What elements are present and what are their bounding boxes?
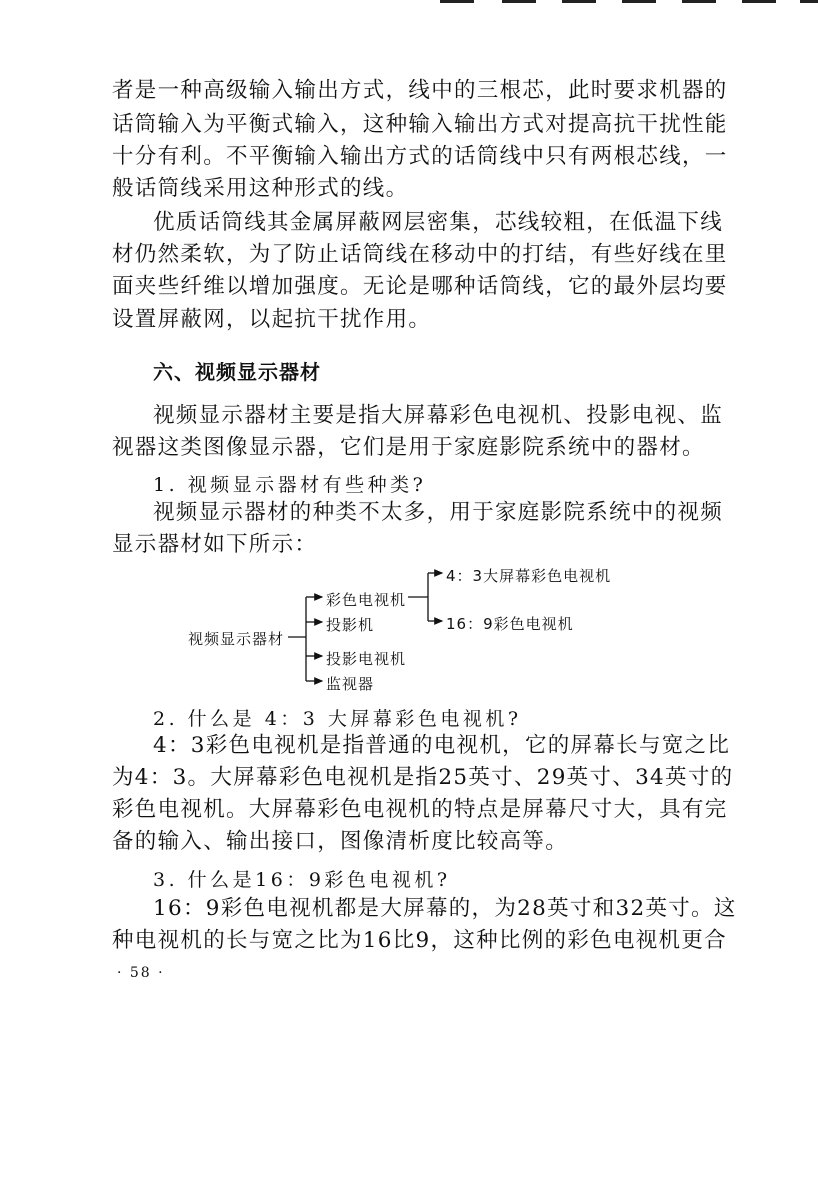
paragraph-3-line-1: 视频显示器材主要是指大屏幕彩色电视机、投影电视、监 [153,403,724,428]
diagram-sub-4-3-tv: 4：3大屏幕彩色电视机 [446,567,612,585]
paragraph-6-line-1: 16：9彩色电视机都是大屏幕的，为28英寸和32英寸。这 [153,896,737,921]
paragraph-4-line-2: 显示器材如下所示： [112,532,318,557]
paragraph-5-line-1: 4：3彩色电视机是指普通的电视机，它的屏幕长与宽之比 [153,733,731,758]
diagram-branch-projection-tv: 投影电视机 [326,650,407,668]
paragraph-4-line-1: 视频显示器材的种类不太多，用于家庭影院系统中的视频 [153,500,724,525]
page-number: · 58 · [117,965,165,981]
paragraph-6-line-2: 种电视机的长与宽之比为16比9，这种比例的彩色电视机更合 [112,928,727,953]
paragraph-3-line-2: 视器这类图像显示器，它们是用于家庭影院系统中的器材。 [112,435,705,460]
paragraph-5-line-3: 彩色电视机。大屏幕彩色电视机的特点是屏幕尺寸大，具有完 [112,797,728,822]
paragraph-5-line-2: 为4：3。大屏幕彩色电视机是指25英寸、29英寸、34英寸的 [112,765,734,790]
paragraph-1-line-4: 般话筒线采用这种形式的线。 [112,176,409,201]
paragraph-2-line-3: 面夹些纤维以增加强度。无论是哪种话筒线，它的最外层均要 [112,274,728,299]
question-2: 2. 什么是 4：3 大屏幕彩色电视机? [153,708,522,730]
paragraph-1-line-2: 话筒输入为平衡式输入，这种输入输出方式对提高抗干扰性能 [112,112,728,137]
diagram-branch-color-tv: 彩色电视机 [326,591,407,609]
diagram-root-label: 视频显示器材 [188,630,285,648]
paragraph-1-line-3: 十分有利。不平衡输入输出方式的话筒线中只有两根芯线，一 [112,144,728,169]
diagram-branch-projector: 投影机 [326,616,375,634]
diagram-sub-16-9-tv: 16：9彩色电视机 [446,615,574,633]
paragraph-2-line-2: 材仍然柔软，为了防止话筒线在移动中的打结，有些好线在里 [112,242,728,267]
paragraph-2-line-1: 优质话筒线其金属屏蔽网层密集，芯线较粗，在低温下线 [153,210,724,235]
paragraph-5-line-4: 备的输入、输出接口，图像清析度比较高等。 [112,829,569,854]
section-heading: 六、视频显示器材 [153,360,321,384]
diagram-branch-monitor: 监视器 [326,675,375,693]
paragraph-2-line-4: 设置屏蔽网，以起抗干扰作用。 [112,307,432,332]
paragraph-1-line-1: 者是一种高级输入输出方式，线中的三根芯，此时要求机器的 [112,78,728,103]
question-3: 3. 什么是16：9彩色电视机? [153,869,451,891]
question-1: 1. 视频显示器材有些种类? [153,474,427,496]
